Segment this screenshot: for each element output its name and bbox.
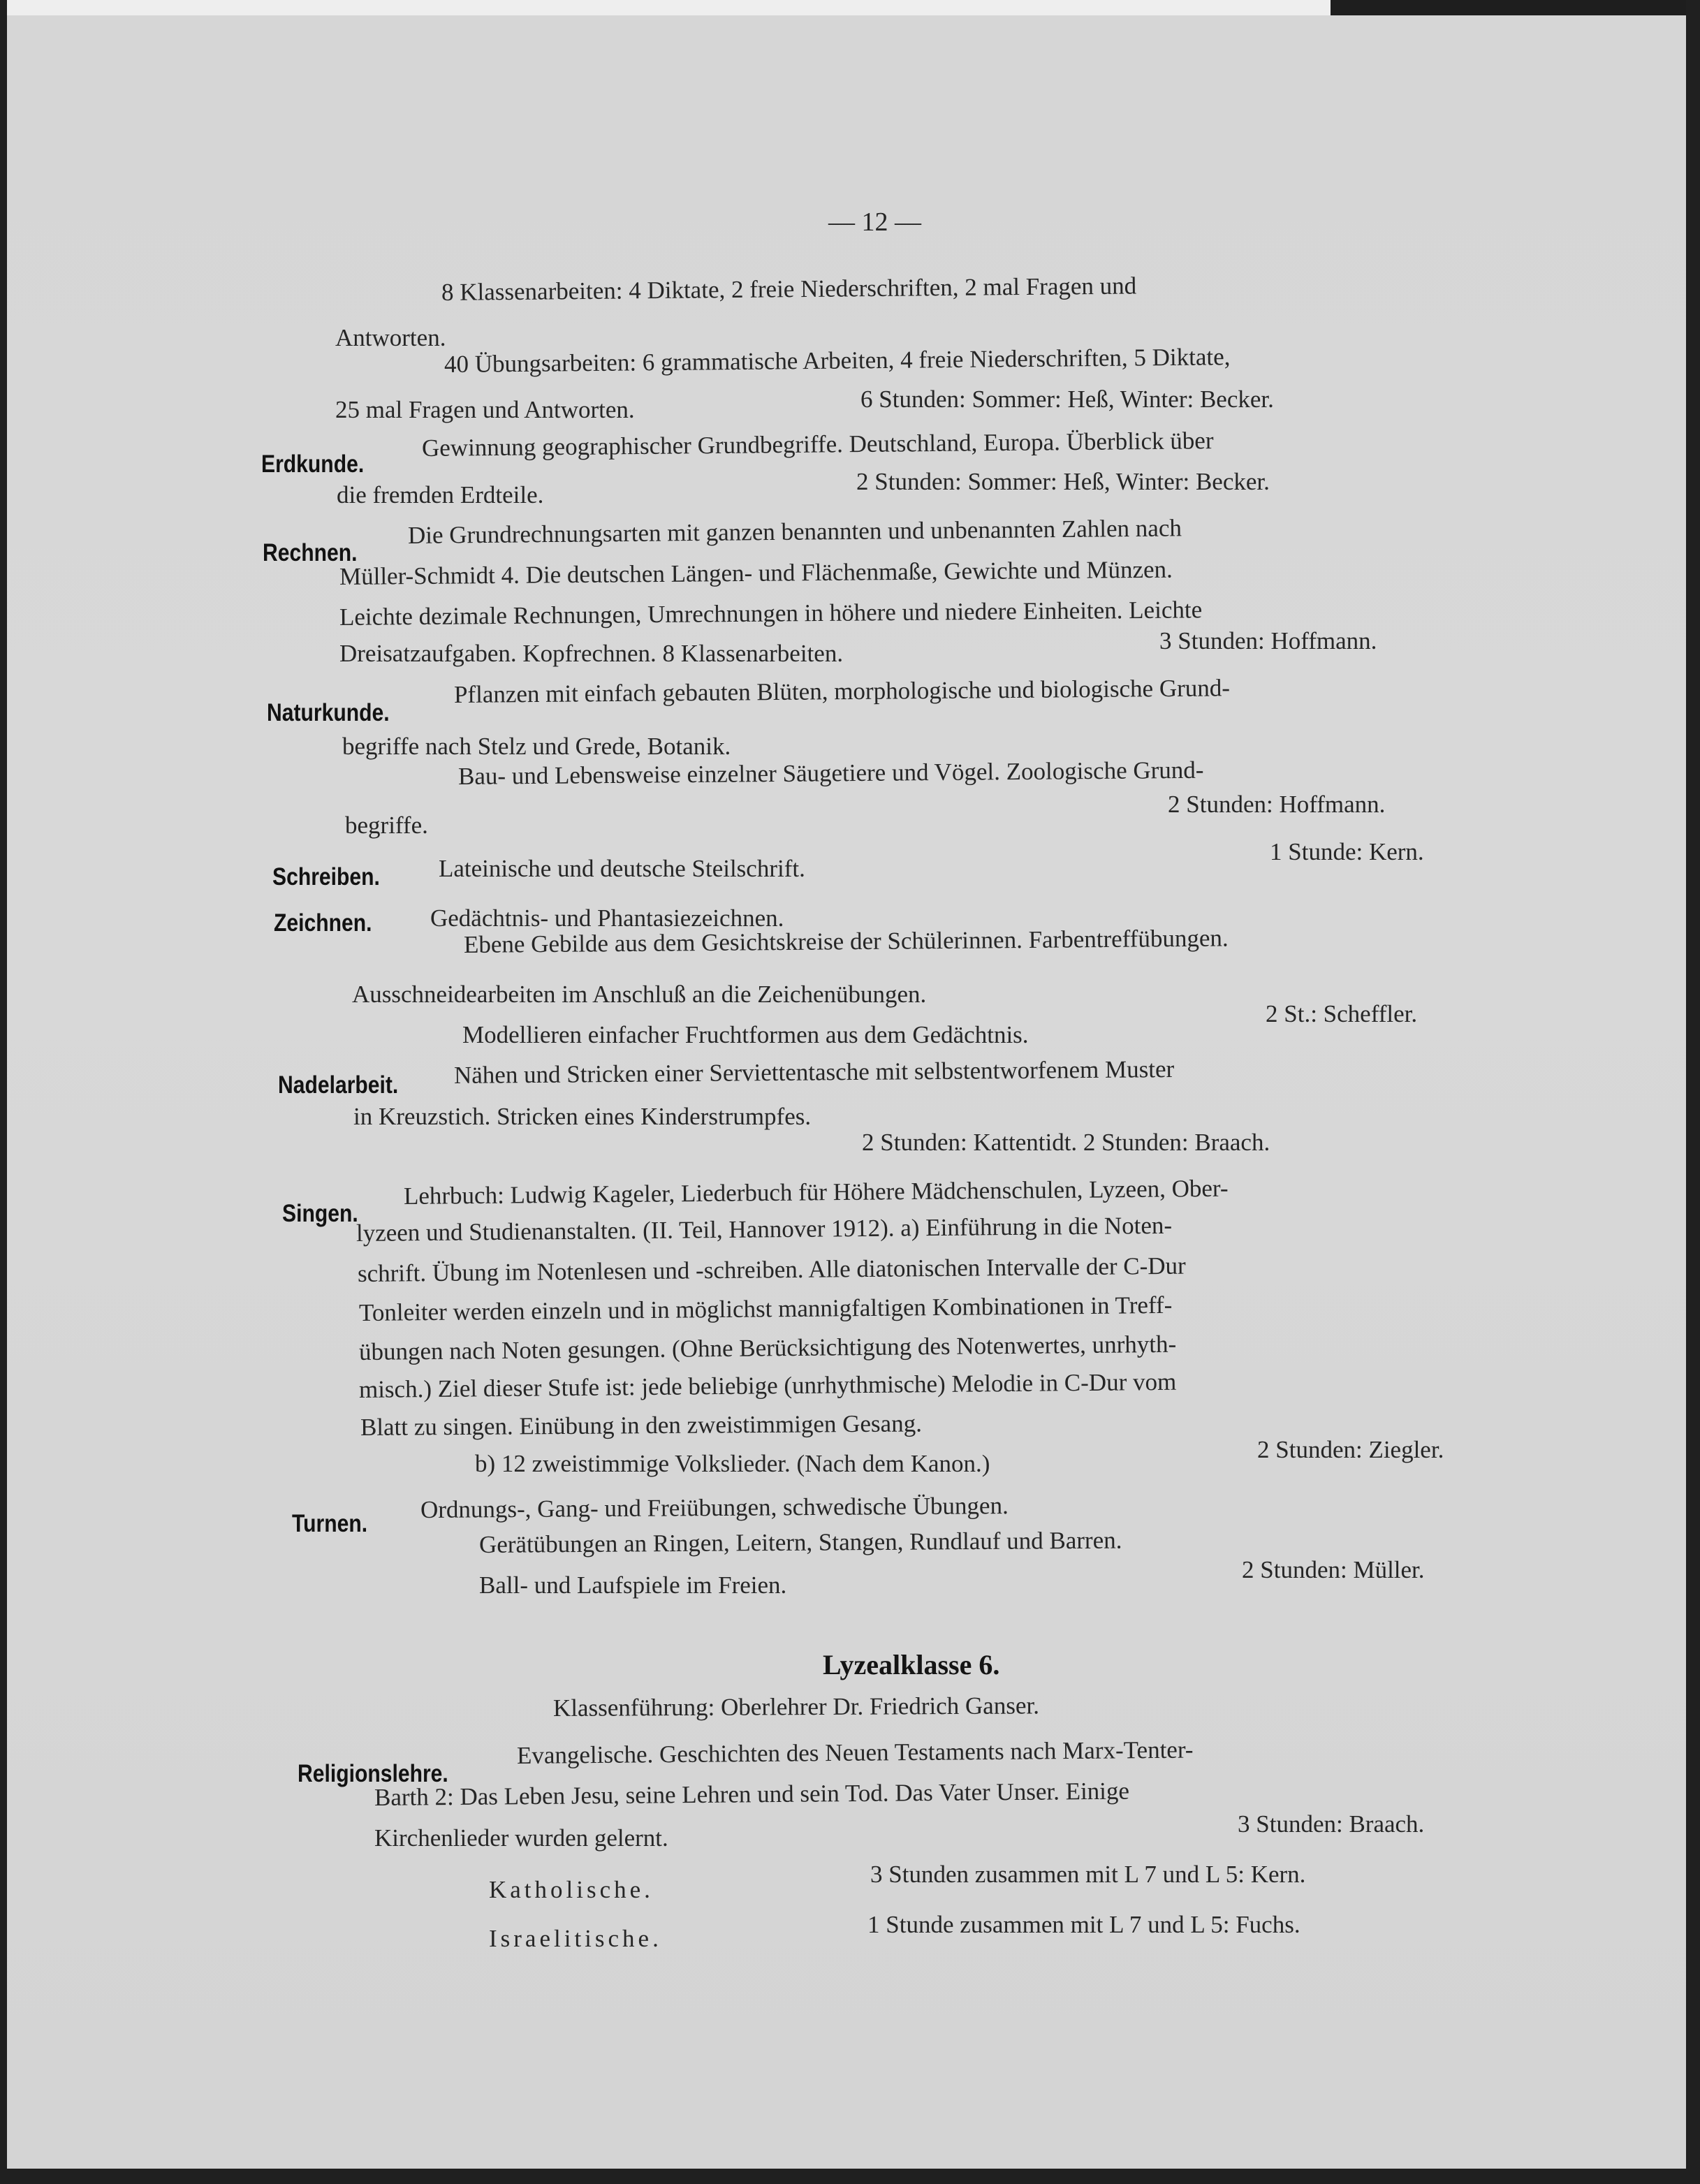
turnen-line-3: Ball- und Laufspiele im Freien.	[479, 1571, 787, 1599]
naturkunde-line-3: Bau- und Lebensweise einzelner Säugetiere und Vögel. Zoologische Grund-	[457, 756, 1204, 790]
rechnen-line-2: Müller-Schmidt 4. Die deutschen Längen- und Flächenmaße, Gewichte und Münzen.	[339, 555, 1173, 590]
page-number: — 12 —	[828, 207, 921, 237]
naturkunde-line-2: begriffe nach Stelz und Grede, Botanik.	[342, 733, 731, 760]
zeichnen-line-2: Ebene Gebilde aus dem Gesichtskreise der Schülerinnen. Farbentreffübungen.	[463, 924, 1229, 958]
scan-edge-bottom	[0, 2169, 1700, 2184]
scan-edge-top-dark	[1331, 0, 1700, 15]
religionslehre-heading: Religionslehre.	[298, 1760, 448, 1787]
naturkunde-hours: 2 Stunden: Hoffmann.	[1168, 791, 1386, 818]
scan-edge-right	[1686, 0, 1700, 2184]
zeichnen-line-1: Gedächtnis- und Phantasiezeichnen.	[430, 904, 784, 932]
turnen-line-1: Ordnungs-, Gang- und Freiübungen, schwedische Übungen.	[420, 1492, 1009, 1523]
erdkunde-heading: Erdkunde.	[261, 450, 365, 478]
deutsch-line-3: 40 Übungsarbeiten: 6 grammatische Arbeiten, 4 freie Niederschriften, 5 Diktate,	[444, 343, 1231, 378]
singen-line-2: lyzeen und Studienanstalten. (II. Teil, Hannover 1912). a) Einführung in die Noten-	[356, 1211, 1173, 1247]
katholische-label: Katholische.	[489, 1876, 654, 1903]
schreiben-line-1: Lateinische und deutsche Steilschrift.	[439, 855, 805, 882]
turnen-heading: Turnen.	[292, 1510, 368, 1537]
turnen-line-2: Gerätübungen an Ringen, Leitern, Stangen, Rundlauf und Barren.	[478, 1526, 1122, 1558]
erdkunde-line-2: die fremden Erdteile.	[337, 481, 544, 508]
singen-line-8: b) 12 zweistimmige Volkslieder. (Nach dem Kanon.)	[475, 1450, 990, 1477]
rechnen-line-3: Leichte dezimale Rechnungen, Umrechnungen in höhere und niedere Einheiten. Leichte	[339, 596, 1203, 631]
singen-line-4: Tonleiter werden einzeln und in möglichst mannigfaltigen Kombinationen in Treff-	[358, 1291, 1173, 1326]
rechnen-line-1: Die Grundrechnungsarten mit ganzen benannten und unbenannten Zahlen nach	[407, 514, 1182, 549]
naturkunde-line-4: begriffe.	[345, 812, 428, 839]
deutsch-line-4: 25 mal Fragen und Antworten.	[335, 396, 635, 423]
katholische-hours: 3 Stunden zusammen mit L 7 und L 5: Kern.	[870, 1861, 1306, 1888]
religion-line-3: Kirchenlieder wurden gelernt.	[374, 1824, 668, 1852]
erdkunde-hours: 2 Stunden: Sommer: Heß, Winter: Becker.	[856, 468, 1270, 495]
singen-line-1: Lehrbuch: Ludwig Kageler, Liederbuch für Höhere Mädchenschulen, Lyzeen, Ober-	[403, 1174, 1229, 1210]
rechnen-hours: 3 Stunden: Hoffmann.	[1159, 627, 1377, 654]
rechnen-line-4: Dreisatzaufgaben. Kopfrechnen. 8 Klassenarbeiten.	[339, 640, 844, 667]
nadelarbeit-hours: 2 Stunden: Kattentidt. 2 Stunden: Braach.	[862, 1129, 1270, 1156]
israelitische-label: Israelitische.	[489, 1925, 662, 1952]
rechnen-heading: Rechnen.	[263, 539, 358, 566]
singen-line-6: misch.) Ziel dieser Stufe ist: jede beliebige (unrhythmische) Melodie in C-Dur vom	[358, 1368, 1177, 1403]
deutsch-line-2: Antworten.	[335, 324, 446, 351]
scan-edge-left	[0, 0, 7, 2184]
religion-line-1: Evangelische. Geschichten des Neuen Testaments nach Marx-Tenter-	[516, 1736, 1194, 1769]
zeichnen-heading: Zeichnen.	[274, 909, 372, 937]
nadelarbeit-line-2: in Kreuzstich. Stricken eines Kinderstrumpfes.	[353, 1103, 812, 1130]
singen-line-7: Blatt zu singen. Einübung in den zweistimmigen Gesang.	[360, 1409, 923, 1441]
naturkunde-line-1: Pflanzen mit einfach gebauten Blüten, morphologische und biologische Grund-	[453, 674, 1231, 708]
zeichnen-line-3: Ausschneidearbeiten im Anschluß an die Zeichenübungen.	[352, 981, 927, 1008]
deutsch-line-1: 8 Klassenarbeiten: 4 Diktate, 2 freie Niederschriften, 2 mal Fragen und	[441, 272, 1137, 306]
singen-hours: 2 Stunden: Ziegler.	[1257, 1436, 1444, 1463]
israelitische-hours: 1 Stunde zusammen mit L 7 und L 5: Fuchs.	[867, 1911, 1300, 1938]
turnen-hours: 2 Stunden: Müller.	[1242, 1556, 1425, 1583]
schreiben-heading: Schreiben.	[272, 863, 380, 891]
nadelarbeit-line-1: Nähen und Stricken einer Serviettentasche mit selbstentworfenem Muster	[453, 1055, 1175, 1089]
naturkunde-heading: Naturkunde.	[267, 699, 390, 726]
singen-line-3: schrift. Übung im Notenlesen und -schreiben. Alle diatonischen Intervalle der C-Dur	[357, 1252, 1186, 1287]
nadelarbeit-heading: Nadelarbeit.	[278, 1071, 399, 1099]
deutsch-hours: 6 Stunden: Sommer: Heß, Winter: Becker.	[860, 386, 1274, 413]
singen-line-5: übungen nach Noten gesungen. (Ohne Berücksichtigung des Notenwertes, unrhyth-	[358, 1330, 1177, 1365]
religion-line-2: Barth 2: Das Leben Jesu, seine Lehren und sein Tod. Das Vater Unser. Einige	[374, 1777, 1130, 1811]
singen-heading: Singen.	[282, 1200, 358, 1227]
lyzealklasse-heading: Lyzealklasse 6.	[823, 1649, 1000, 1680]
zeichnen-hours: 2 St.: Scheffler.	[1266, 1000, 1418, 1027]
schreiben-hours: 1 Stunde: Kern.	[1270, 838, 1424, 865]
zeichnen-line-4: Modellieren einfacher Fruchtformen aus dem Gedächtnis.	[462, 1021, 1029, 1048]
klassenfuehrung: Klassenführung: Oberlehrer Dr. Friedrich Ganser.	[552, 1692, 1039, 1722]
religion-hours: 3 Stunden: Braach.	[1238, 1810, 1425, 1838]
erdkunde-line-1: Gewinnung geographischer Grundbegriffe. Deutschland, Europa. Überblick über	[421, 427, 1214, 462]
